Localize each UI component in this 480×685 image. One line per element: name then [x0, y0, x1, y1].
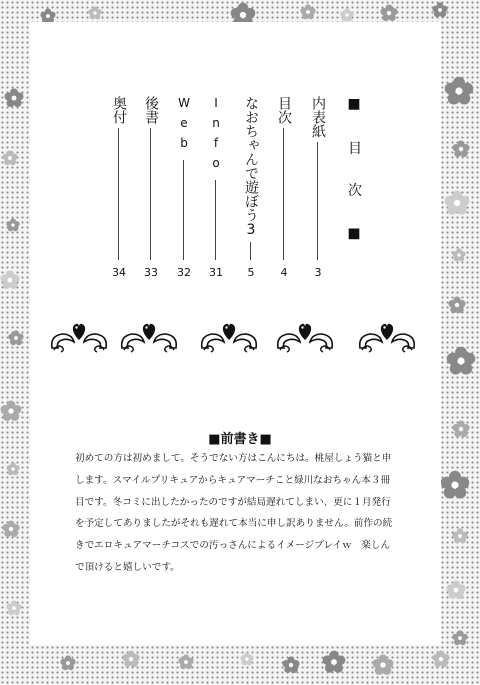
- flower-icon: [446, 346, 476, 376]
- flower-icon: [444, 76, 474, 106]
- flower-icon: [440, 470, 470, 500]
- flower-icon: [0, 400, 22, 422]
- flower-icon: [8, 330, 24, 346]
- flower-icon: [282, 656, 300, 674]
- toc-entry-title: 目次: [276, 96, 292, 124]
- preface-body: 初めての方は初めまして。そうでない方はこんにちは。桃屋しょう猫と申 します。スマイルプリキュアからキュアマーチこと緑川なおちゃん本３冊 目です。冬コミに出したかったのですが結局遅れてしまい、更に１月発行 を予定してありましたがそれも遅れて本当に申し訳ありません。前作の続 きでエロキュアマーチコスでの汚っさんによるイメージプレイｗ 楽しん で頂けると嬉しいです。: [75, 453, 393, 573]
- toc-entry-page: 3: [314, 266, 322, 279]
- toc-entry: [110, 96, 128, 284]
- toc-leader-line: [183, 160, 184, 260]
- winged-heart-icon: [48, 318, 110, 356]
- toc-leader-line: [283, 128, 284, 260]
- toc-entry-title: 奥付: [111, 96, 127, 124]
- flower-icon: [60, 655, 76, 671]
- winged-heart-icon: [274, 318, 336, 356]
- winged-heart-icon: [118, 318, 180, 356]
- flower-icon: [300, 4, 316, 20]
- flower-icon: [340, 8, 354, 22]
- flower-icon: [178, 654, 194, 670]
- toc-entry-page: 5: [247, 266, 255, 279]
- toc-entry: [309, 96, 327, 284]
- toc-entry: [242, 96, 260, 284]
- toc-entry: [175, 96, 193, 284]
- winged-heart-icon: [198, 318, 260, 356]
- toc-entry-page: 31: [209, 266, 223, 279]
- flower-icon: [444, 190, 470, 216]
- toc-entry-title: 内表紙: [310, 96, 326, 138]
- flower-icon: [122, 650, 140, 668]
- toc-heading: ■ 目 次 ■: [346, 96, 362, 254]
- toc-entry-page: 33: [144, 266, 158, 279]
- toc-leader-line: [215, 180, 216, 260]
- preface-title: ■前書き■: [208, 432, 272, 447]
- toc-leader-line: [118, 128, 119, 260]
- flower-icon: [432, 2, 448, 18]
- flower-icon: [448, 296, 466, 314]
- flower-icon: [372, 654, 394, 676]
- flower-icon: [2, 150, 18, 166]
- flower-icon: [240, 652, 254, 666]
- flower-icon: [6, 600, 22, 616]
- winged-heart-icon: [356, 318, 418, 356]
- flower-icon: [2, 520, 20, 538]
- toc-leader-line: [250, 242, 251, 260]
- flower-icon: [0, 270, 20, 290]
- flower-icon: [452, 528, 468, 544]
- toc-entry-page: 34: [112, 266, 126, 279]
- toc-entry-title: Info: [209, 96, 223, 176]
- toc-entry-title: なおちゃんで遊ぼう3: [243, 96, 259, 238]
- toc-leader-line: [317, 142, 318, 260]
- flower-icon: [432, 650, 450, 668]
- toc-entry-page: 4: [280, 266, 288, 279]
- toc-entry-title: Web: [177, 96, 191, 156]
- flower-icon: [6, 462, 20, 476]
- flower-icon: [322, 650, 346, 674]
- toc-entry-title: 後書: [143, 96, 159, 124]
- flower-icon: [380, 4, 398, 22]
- flower-icon: [88, 6, 102, 20]
- flower-icon: [6, 218, 20, 232]
- toc-entry: [275, 96, 293, 284]
- flower-icon: [446, 580, 466, 600]
- flower-icon: [4, 88, 24, 108]
- flower-icon: [452, 248, 466, 262]
- flower-icon: [452, 140, 470, 158]
- toc-leader-line: [150, 128, 151, 260]
- winged-hearts-divider: [48, 318, 438, 358]
- toc-entry: [207, 96, 225, 284]
- toc-entry-page: 32: [177, 266, 191, 279]
- flower-icon: [452, 630, 468, 646]
- toc-entry: [142, 96, 160, 284]
